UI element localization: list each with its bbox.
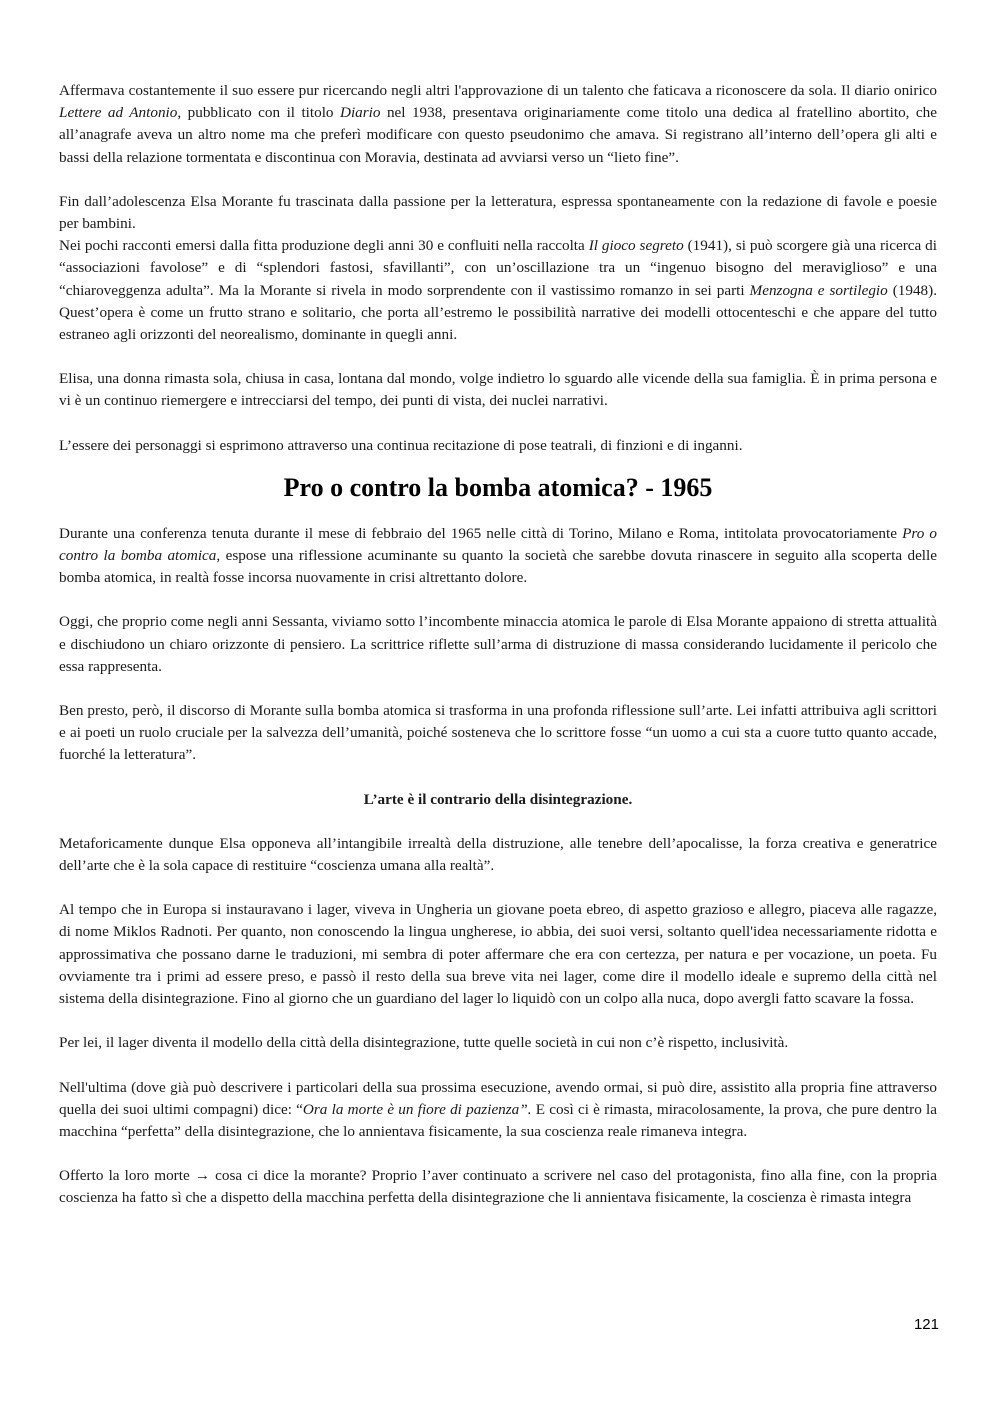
paragraph: L’essere dei personaggi si esprimono attraverso una continua recitazione di pose teatrali, di finzioni e di inganni. [59,436,743,454]
paragraph-spacer [59,589,937,611]
italic-title: Il gioco segreto [588,237,684,255]
text-run: , espose una riflessione acuminante su quanto la società che sarebbe dovuta rinascere in seguito alla scoperta delle bomba atomica, in realtà fosse incorsa nuovamente in crisi altrettanto dolore. [59,547,937,587]
paragraph [59,80,937,169]
paragraph: Metaforicamente dunque Elsa opponeva all’intangibile irrealtà della distruzione, alle tenebre dell’apocalisse, la forza creativa e generatrice dell’arte che è la sola capace di restituire “coscienza umana alla realtà”. [59,834,937,875]
paragraph-spacer [59,811,937,833]
italic-title: Lettere ad Antonio [59,104,178,122]
paragraph-spacer [59,767,937,789]
italic-title: Pro o contro la bomba atomica [59,524,937,565]
text-run: Durante una conferenza tenuta durante il mese di febbraio del 1965 nelle città di Torino, Milano e Roma, intitolata provocatoriamente [59,524,903,542]
subheading: L’arte è il contrario della disintegrazione. [363,790,633,808]
text-run: nel 1938, presentava originariamente come titolo una dedica al fratellino abortito, che all’anagrafe aveva un altro nome ma che preferì modificare con questo pseudonimo che amava. Si registrano all’interno dell’opera gli alti e bassi della relazione tormentata e discontinua con Moravia, destinata ad avviarsi verso un “lieto fine”. [59,104,937,166]
paragraph: Fin dall’adolescenza Elsa Morante fu trascinata dalla passione per la letteratura, espressa spontaneamente con la redazione di favole e poesie per bambini. [59,192,937,233]
paragraph-spacer [59,346,937,368]
paragraph: Oggi, che proprio come negli anni Sessanta, viviamo sotto l’incombente minaccia atomica le parole di Elsa Morante appaiono di stretta attualità e dischiudono un chiaro orizzonte di pensiero. La scrittrice riflette sull’arma di distruzione di massa considerando lucidamente il pericolo che essa rappresenta. [59,613,937,675]
text-run: (1941), si può scorgere già una ricerca di “associazioni favolose” e di “splendori fastosi, sfavillanti”, con un’oscillazione tra un “ingenuo bisogno del meraviglioso” e una “chiaroveggenza adulta”. Ma la Morante si rivela in modo sorprendente con il vastissimo romanzo in sei parti [59,237,938,299]
italic-title: Diario [339,104,381,122]
paragraph [59,1077,937,1144]
paragraph: Per lei, il lager diventa il modello della città della disintegrazione, tutte quelle società in cui non c’è rispetto, inclusività. [59,1034,789,1052]
text-run: (1948). Quest’opera è come un frutto strano e solitario, che porta all’estremo le possibilità narrative dei modelli ottocenteschi e che appare del tutto estraneo agli orizzonti del neorealismo, dominante in quegli anni. [59,281,937,344]
paragraph-spacer [59,1143,937,1165]
text-run: Affermava costantemente il suo essere pur ricercando negli altri l'approvazione di un talento che faticava a riconoscere da sola. Il diario onirico [59,82,937,99]
paragraph: Ben presto, però, il discorso di Morante sulla bomba atomica si trasforma in una profonda riflessione sull’arte. Lei infatti attribuiva agli scrittori e ai poeti un ruolo cruciale per la salvezza dell’umanità, poiché sosteneva che lo scrittore fosse “un uomo a cui sta a cuore tutto quanto accade, fuorché la letteratura”. [59,702,937,764]
paragraph-spacer [59,169,937,191]
page-number: 121 [913,1316,939,1333]
paragraph [59,235,937,346]
text-run: , pubblicato con il titolo [177,104,340,122]
text-run: Nell'ultima (dove già può descrivere i particolari della sua prossima esecuzione, avendo ormai, si può dire, assistito alla propria fine attraverso quella dei suoi ultimi compagni) dice: “ [59,1078,937,1118]
paragraph-spacer [59,678,937,700]
document-page [59,80,937,1210]
paragraph: Offerto la loro morte → cosa ci dice la morante? Proprio l’aver continuato a scrivere nel caso del protagonista, fino alla fine, con la propria coscienza ha fatto sì che a dispetto della macchina perfetta della disintegrazione che li annientava fisicamente, la coscienza è rimasta integra [59,1167,937,1207]
paragraph-spacer [59,1055,937,1077]
text-run: E così ci è rimasta, miracolosamente, la prova, che pure dentro la macchina “perfetta” della disintegrazione, che lo annientava fisicamente, la sua coscienza reale rimaneva integra. [59,1100,938,1140]
paragraph-spacer [59,1010,937,1032]
paragraph-spacer [59,413,937,435]
italic-title: Menzogna e sortilegio [749,281,888,299]
paragraph [59,523,937,590]
section-heading: Pro o contro la bomba atomica? - 1965 [283,472,713,502]
paragraph-spacer [59,877,937,899]
italic-quote: Ora la morte è un fiore di pazienza”. [302,1100,532,1118]
text-run: Nei pochi racconti emersi dalla fitta produzione degli anni 30 e confluiti nella raccolta [59,237,589,255]
paragraph: Elisa, una donna rimasta sola, chiusa in casa, lontana dal mondo, volge indietro lo sguardo alle vicende della sua famiglia. È in prima persona e vi è un continuo riemergere e intrecciarsi del tempo, dei punti di vista, dei nuclei narrativi. [59,370,937,410]
paragraph: Al tempo che in Europa si instauravano i lager, viveva in Ungheria un giovane poeta ebreo, di aspetto grazioso e allegro, piaceva alle ragazze, di nome Miklos Radnoti. Per quanto, non conoscendo la lingua ungherese, io abbia, dei suoi versi, soltanto quell'idea necessariamente ridotta e approssimativa che possano darne le traduzioni, mi sembra di poter affermare che era con certezza, per natura e per vocazione, un poeta. Fu ovviamente tra i primi ad essere preso, e passò il resto della sua breve vita nei lager, come dire il modello ideale e supremo della città nel sistema della disintegrazione. Fino al giorno che un guardiano del lager lo liquidò con un colpo alla nuca, dopo avergli fatto scavare la fossa. [59,901,937,1008]
